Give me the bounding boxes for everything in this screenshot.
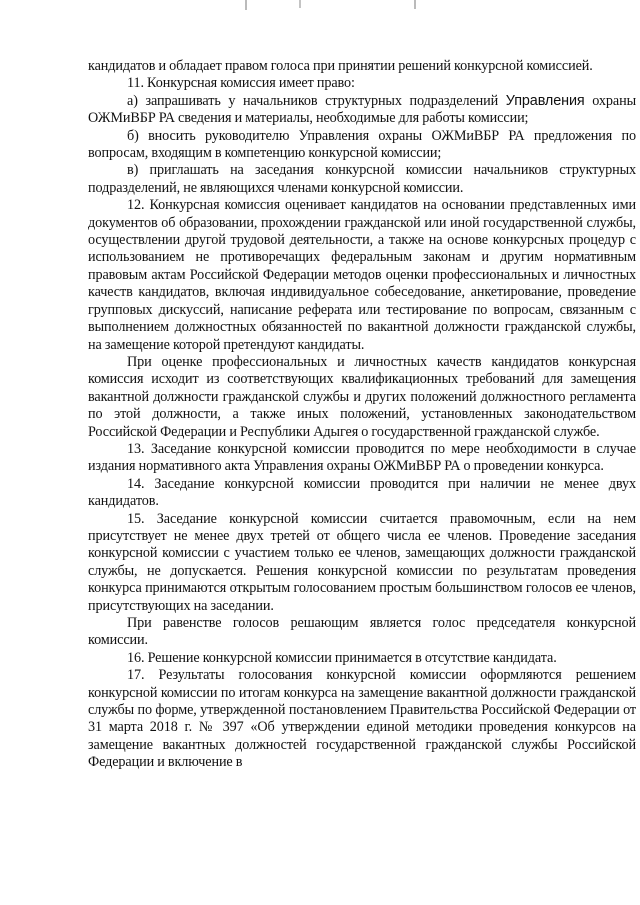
clause-12: 12. Конкурсная комиссия оценивает кандидатов на основании представленных ими документов об образовании, прохождении гражданской или иной государственной службы, осуществлении другой трудовой деятельности, а также на основе конкурсных процедур с использованием не противоречащих федеральным законам и другим нормативным правовым актам Российской Федерации методов оценки профессиональных и личностных качеств кандидатов, включая индивидуальное собеседование, анкетирование, проведение групповых дискуссий, написание реферата или тестирование по вопросам, связанным с выполнением должностных обязанностей по вакантной должности гражданской службы, на замещение которой претендуют кандидаты. bbox=[88, 197, 636, 353]
clause-16: 16. Решение конкурсной комиссии принимается в отсутствие кандидата. bbox=[127, 649, 557, 666]
clause-11-heading: 11. Конкурсная комиссия имеет право: bbox=[127, 75, 355, 92]
clause-14: 14. Заседание конкурсной комиссии проводится при наличии не менее двух кандидатов. bbox=[88, 475, 636, 510]
clause-15-tie-vote: При равенстве голосов решающим является голос председателя конкурсной комиссии. bbox=[88, 615, 636, 649]
clause-11-item-c: в) приглашать на заседания конкурсной комиссии начальников структурных подразделений, не являющихся членами конкурсной комиссии. bbox=[88, 162, 636, 196]
clause-11-item-b: б) вносить руководителю Управления охраны ОЖМиВБР РА предложения по вопросам, входящим в компетенцию конкурсной комиссии; bbox=[88, 127, 636, 162]
scan-edge-marks bbox=[0, 0, 640, 12]
clause-12-assessment: При оценке профессиональных и личностных качеств кандидатов конкурсная комиссия исходит из соответствующих квалификационных требований для замещения вакантной должности гражданской службы и других положений должностного регламента по этой должности, а также иных положений, установленных законодательством Российской Федерации и Республики Адыгея о государственной гражданской службе. bbox=[88, 353, 636, 440]
paragraph-continuation: кандидатов и обладает правом голоса при принятии решений конкурсной комиссией. bbox=[88, 58, 593, 74]
clause-13: 13. Заседание конкурсной комиссии проводится по мере необходимости в случае издания нормативного акта Управления охраны ОЖМиВБР РА о проведении конкурса. bbox=[88, 440, 636, 475]
clause-11-item-a bbox=[88, 93, 636, 128]
clause-11-item-a-start: а) запрашивать у начальников структурных подразделений bbox=[127, 92, 506, 109]
clause-15: 15. Заседание конкурсной комиссии считается правомочным, если на нем присутствует не менее двух третей от общего числа ее членов. Проведение заседания конкурсной комиссии с участием только ее членов, замещающих должности гражданской службы, не допускается. Решения конкурсной комиссии по результатам проведения конкурса принимаются открытым голосованием простым большинством голосов ее членов, присутствующих на заседании. bbox=[88, 510, 636, 614]
clause-11-item-a-upravleniya: Управления bbox=[505, 92, 585, 109]
clause-11-item-a-end: охраны ОЖМиВБР РА сведения и материалы, необходимые для работы комиссии; bbox=[88, 92, 637, 127]
clause-17: 17. Результаты голосования конкурсной комиссии оформляются решением конкурсной комиссии по итогам конкурса на замещение вакантной должности гражданской службы по форме, утвержденной постановлением Правительства Российской Федерации от 31 марта 2018 г. № 397 «Об утверждении единой методики проведения конкурсов на замещение вакантных должностей государственной гражданской службы Российской Федерации и включение в bbox=[88, 667, 636, 771]
document-page bbox=[88, 58, 640, 772]
